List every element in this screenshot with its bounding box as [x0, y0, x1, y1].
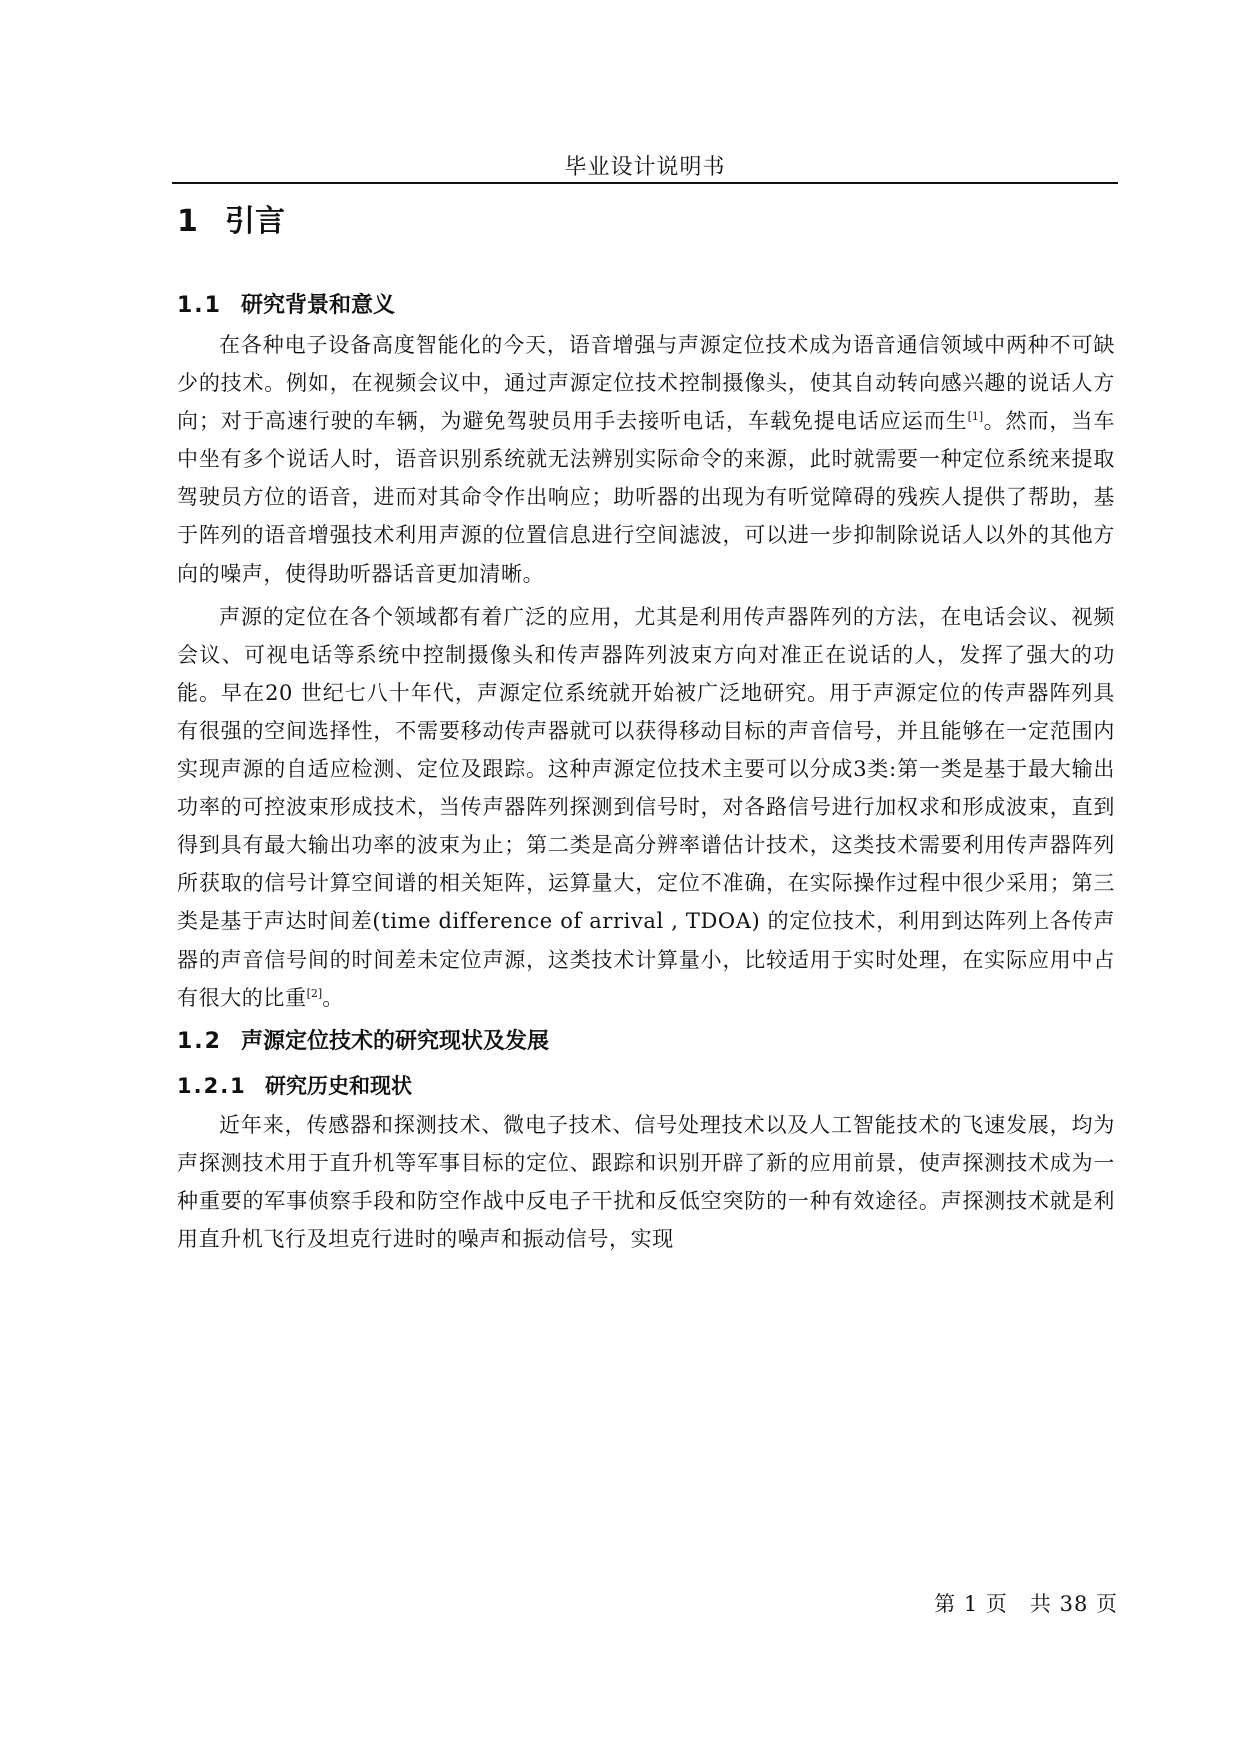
- paragraph-text: 。: [322, 985, 344, 1010]
- citation-2: [2]: [306, 986, 323, 1000]
- section-number: 1.1: [177, 293, 222, 318]
- running-header: 毕业设计说明书: [564, 155, 726, 180]
- section-title: 声源定位技术的研究现状及发展: [241, 1028, 550, 1054]
- paragraph-text: 声源的定位在各个领域都有着广泛的应用，尤其是利用传声器阵列的方法，在电话会议、视频会议、可视电话等系统中控制摄像头和传声器阵列波束方向对准正在说话的人，发挥了强大的功能。早在20 世纪七八十年代，声源定位系统就开始被广泛地研究。用于声源定位的传声器阵列具有很强的空间选择性，不需要移动传声器就可以获得移动目标的声音信号，并且能够在一定范围内实现声源的自适应检测、定位及跟踪。这种声源定位技术主要可以分成3类:第一类是基于最大输出功率的可控波束形成技术，当传声器阵列探测到信号时，对各路信号进行加权求和形成波束，直到得到具有最大输出功率的波束为止；第二类是高分辨率谱估计技术，这类技术需要利用传声器阵列所获取的信号计算空间谱的相关矩阵，运算量大，定位不准确，在实际操作过程中很少采用；第三类是基于声达时间差(time difference of arrival , TDOA) 的定位技术，利用到达阵列上各传声器的声音信号间的时间差未定位声源，这类技术计算量小，比较适用于实时处理，在实际应用中占有很大的比重: [177, 604, 1115, 1010]
- section-number: 1.2: [177, 1028, 222, 1054]
- chapter-title: 引言: [225, 204, 285, 239]
- section-title: 研究背景和意义: [241, 293, 396, 318]
- section-heading-1-2: [177, 1022, 1115, 1062]
- citation-1: [1]: [967, 410, 984, 424]
- subsection-title: 研究历史和现状: [265, 1073, 412, 1098]
- subsection-number: 1.2.1: [177, 1073, 247, 1098]
- paragraph-background: [177, 326, 1115, 593]
- section-heading-1-1: [177, 286, 1115, 326]
- subsection-heading-1-2-1: [177, 1066, 1115, 1106]
- paragraph-text: 。然而，当车中坐有多个说话人时，语音识别系统就无法辨别实际命令的来源，此时就需要一种定位系统来提取驾驶员方位的语音，进而对其命令作出响应；助听器的出现为有听觉障碍的残疾人提供了帮助，基于阵列的语音增强技术利用声源的位置信息进行空间滤波，可以进一步抑制除说话人以外的其他方向的噪声，使得助听器话音更加清晰。: [177, 409, 1115, 586]
- chapter-heading: [177, 192, 1115, 252]
- page-body: [177, 192, 1115, 1263]
- chapter-number: 1: [177, 204, 198, 239]
- header-rule: [172, 182, 1118, 184]
- paragraph-history: 近年来，传感器和探测技术、微电子技术、信号处理技术以及人工智能技术的飞速发展，均为声探测技术用于直升机等军事目标的定位、跟踪和识别开辟了新的应用前景，使声探测技术成为一种重要的军事侦察手段和防空作战中反电子干扰和反低空突防的一种有效途径。声探测技术就是利用直升机飞行及坦克行进时的噪声和振动信号，实现: [177, 1112, 1115, 1251]
- paragraph-text: 在各种电子设备高度智能化的今天，语音增强与声源定位技术成为语音通信领域中两种不可缺少的技术。例如，在视频会议中，通过声源定位技术控制摄像头，使其自动转向感兴趣的说话人方向；对于高速行驶的车辆，为避免驾驶员用手去接听电话，车载免提电话应运而生: [177, 333, 1115, 434]
- page-number: 第 1 页 共 38 页: [934, 1592, 1118, 1616]
- paragraph-applications: [177, 598, 1115, 1017]
